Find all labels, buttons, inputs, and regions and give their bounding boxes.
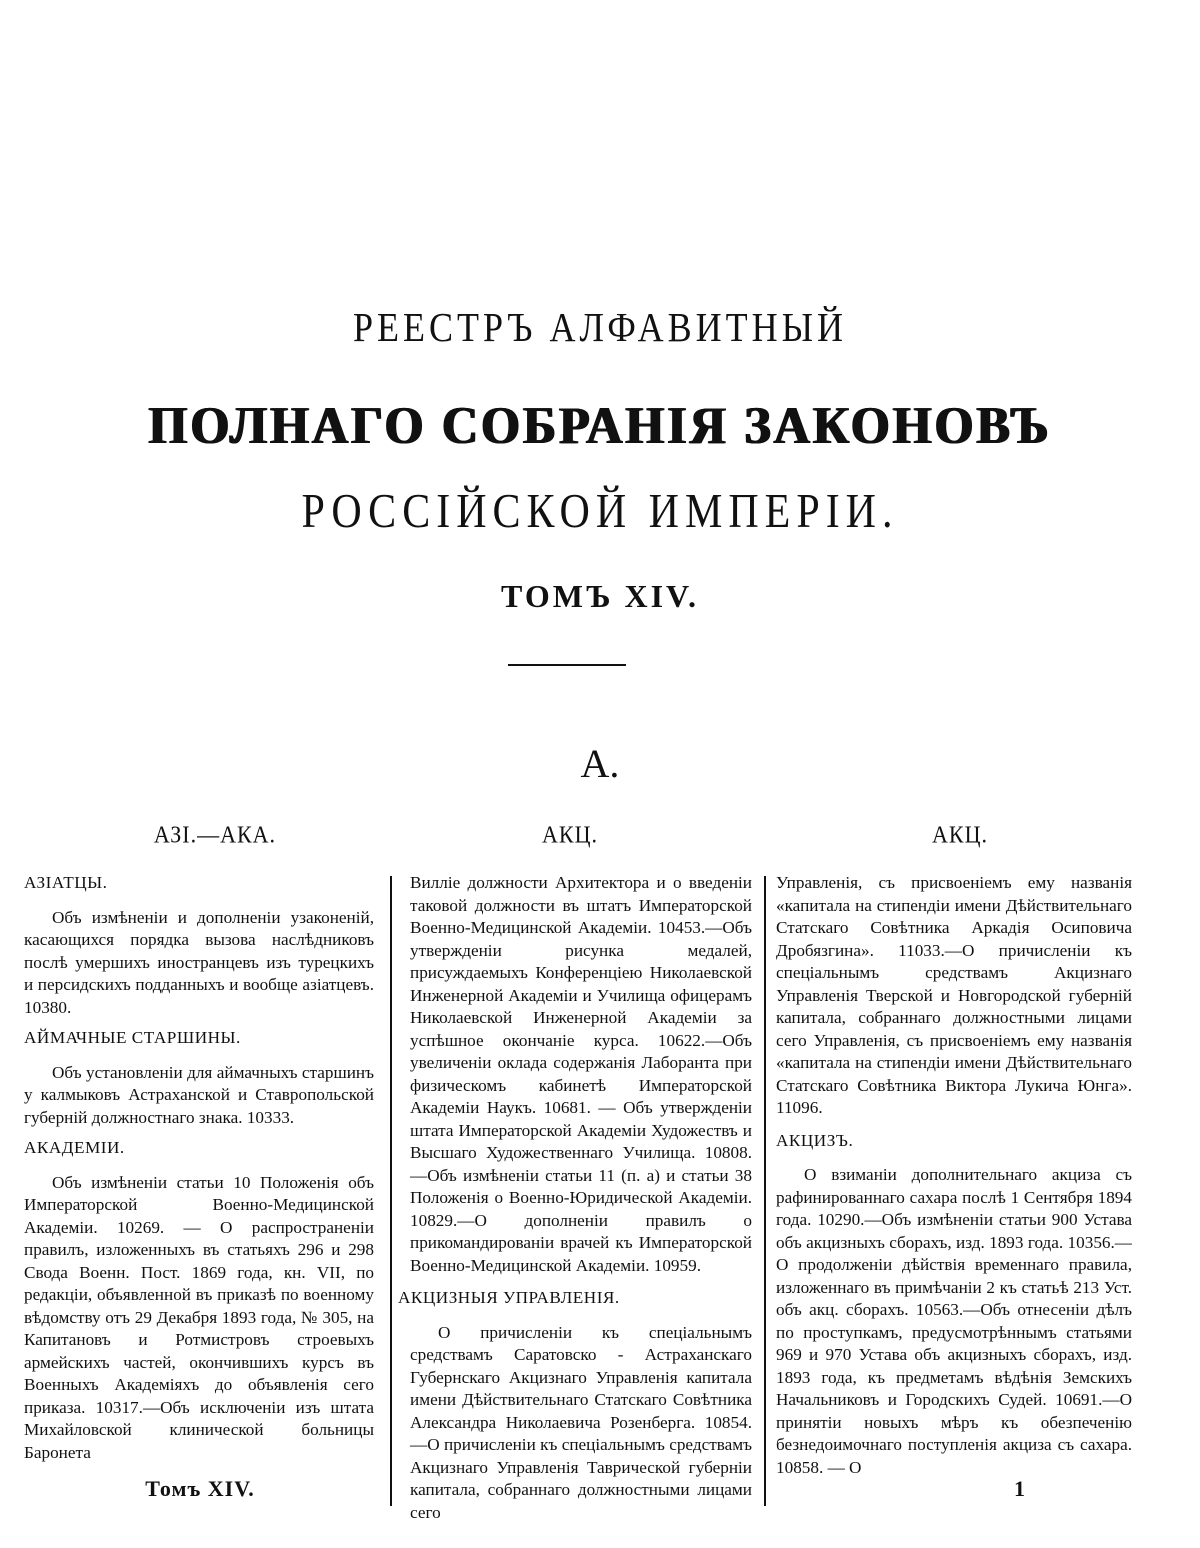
entry-text: Объ измѣненіи статьи 10 Положенія объ Императорской Военно-Медицинской Академіи. 10269. — О распространеніи правилъ, изложенныхъ въ статьяхъ 296 и 298 Свода Военн. Пост. 1869 года, кн. VII, по редакціи, объявленной въ приказѣ по военному вѣдомству отъ 29 Декабря 1893 года, № 305, на Капитановъ и Ротмистровъ строевыхъ армейскихъ частей, окончившихъ курсъ въ Военныхъ Академіяхъ до объявленія сего приказа. 10317.—Объ исключеніи изъ штата Михайловской клинической больницы Баронета <box>24 1172 374 1462</box>
entry-text: Объ установленіи для аймачныхъ старшинъ у калмыковъ Астраханской и Ставропольской губерній должностнаго знака. 10333. <box>24 1062 374 1127</box>
entry-heading: АКАДЕМІИ. <box>24 1138 125 1157</box>
entry-heading: АЗІАТЦЫ. <box>24 873 108 892</box>
section-letter: А. <box>580 741 620 786</box>
title-line-1: РЕЕСТРЪ АЛФАВИТНЫЙ <box>353 304 847 350</box>
entry-heading: АЙМАЧНЫЕ СТАРШИНЫ. <box>24 1028 241 1047</box>
column-2 <box>398 872 752 1524</box>
entry-text: Объ измѣненіи и дополненіи узаконеній, касающихся порядка вызова наслѣдниковъ послѣ умершихъ иностранцевъ изъ турецкихъ и персидскихъ подданныхъ и вообще азіатцевъ. 10380. <box>24 907 374 1017</box>
column-1-header: АЗІ.—АКА. <box>153 820 277 849</box>
entry-text: О взиманіи дополнительнаго акциза съ рафинированнаго сахара послѣ 1 Сентября 1894 года. 10290.—Объ измѣненіи статьи 900 Устава объ акцизныхъ сборахъ, изд. 1893 года. 10356.—О продолженіи дѣйствія временнаго правила, изложеннаго въ примѣчаніи 2 къ статьѣ 213 Уст. объ акц. сборахъ. 10563.—Объ отнесеніи дѣлъ по проступкамъ, предусмотрѣннымъ статьями 969 и 970 Устава объ акцизныхъ сборахъ, изд. 1893 года, къ предметамъ вѣдѣнія Земскихъ Начальниковъ и Городскихъ Судей. 10691.—О принятіи новыхъ мѣръ къ обезпеченію безнедоимочнаго поступленія акциза съ сахара. 10858. — О <box>776 1165 1132 1477</box>
column-divider-1 <box>390 876 392 1506</box>
column-3 <box>776 872 1132 1479</box>
entry-text: О причисленіи къ спеціальнымъ средствамъ Саратовско - Астраханскаго Губернскаго Акцизнаго Управленія капитала имени Дѣйствительнаго Статскаго Совѣтника Александра Николаевича Розенберга. 10854.—О причисленіи къ спеціальнымъ средствамъ Акцизнаго Управленія Таврической губерніи капитала, собраннаго должностными лицами сего <box>410 1322 752 1522</box>
entry-continuation: Управленія, съ присвоеніемъ ему названія «капитала на стипендіи имени Дѣйствительнаго Статскаго Совѣтника Аркадія Осиповича Дробязгина». 11033.—О причисленіи къ спеціальнымъ средствамъ Акцизнаго Управленія Тверской и Новгородской губерній капитала, собраннаго должностными лицами сего Управленія, съ присвоеніемъ ему названія «капитала на стипендіи имени Дѣйствительнаго Статскаго Совѣтника Виктора Лукича Юнга». 11096. <box>776 873 1132 1117</box>
title-divider <box>508 664 626 666</box>
entry-heading: АКЦИЗЪ. <box>776 1130 854 1150</box>
footer-volume: Томъ XIV. <box>145 1476 255 1501</box>
entry-continuation: Виллie должности Архитектора и о введеніи таковой должности въ штатъ Императорской Военно-Медицинской Академіи. 10453.—Объ утвержденіи рисунка медалей, присуждаемыхъ Конференціею Николаевской Инженерной Академіи и Училища офицерамъ Николаевской Инженерной Академіи за успѣшное окончаніе курса. 10622.—Объ увеличеніи оклада содержанія Лаборанта при физическомъ кабинетѣ Императорской Академіи Наукъ. 10681. — Объ утвержденіи штата Императорской Академіи Художествъ и Высшаго Художественнаго Училища. 10808.—Объ измѣненіи статьи 11 (п. а) и статьи 38 Положенія о Военно-Юридической Академіи. 10829.—О дополненіи правилъ о прикомандированіи врачей къ Императорской Военно-Медицинской Академіи. 10959. <box>410 873 752 1275</box>
title-line-2: ПОЛНАГО СОБРАНІЯ ЗАКОНОВЪ <box>148 395 1052 455</box>
column-2-header: АКЦ. <box>542 820 598 849</box>
volume-label: ТОМЪ XIV. <box>500 578 700 614</box>
entry-heading: АКЦИЗНЫЯ УПРАВЛЕНІЯ. <box>398 1288 620 1307</box>
column-divider-2 <box>764 876 766 1506</box>
column-1 <box>24 872 374 1464</box>
title-line-3: РОССІЙСКОЙ ИМПЕРІИ. <box>301 485 899 539</box>
column-3-header: АКЦ. <box>932 820 988 849</box>
page-number: 1 <box>1014 1476 1026 1501</box>
